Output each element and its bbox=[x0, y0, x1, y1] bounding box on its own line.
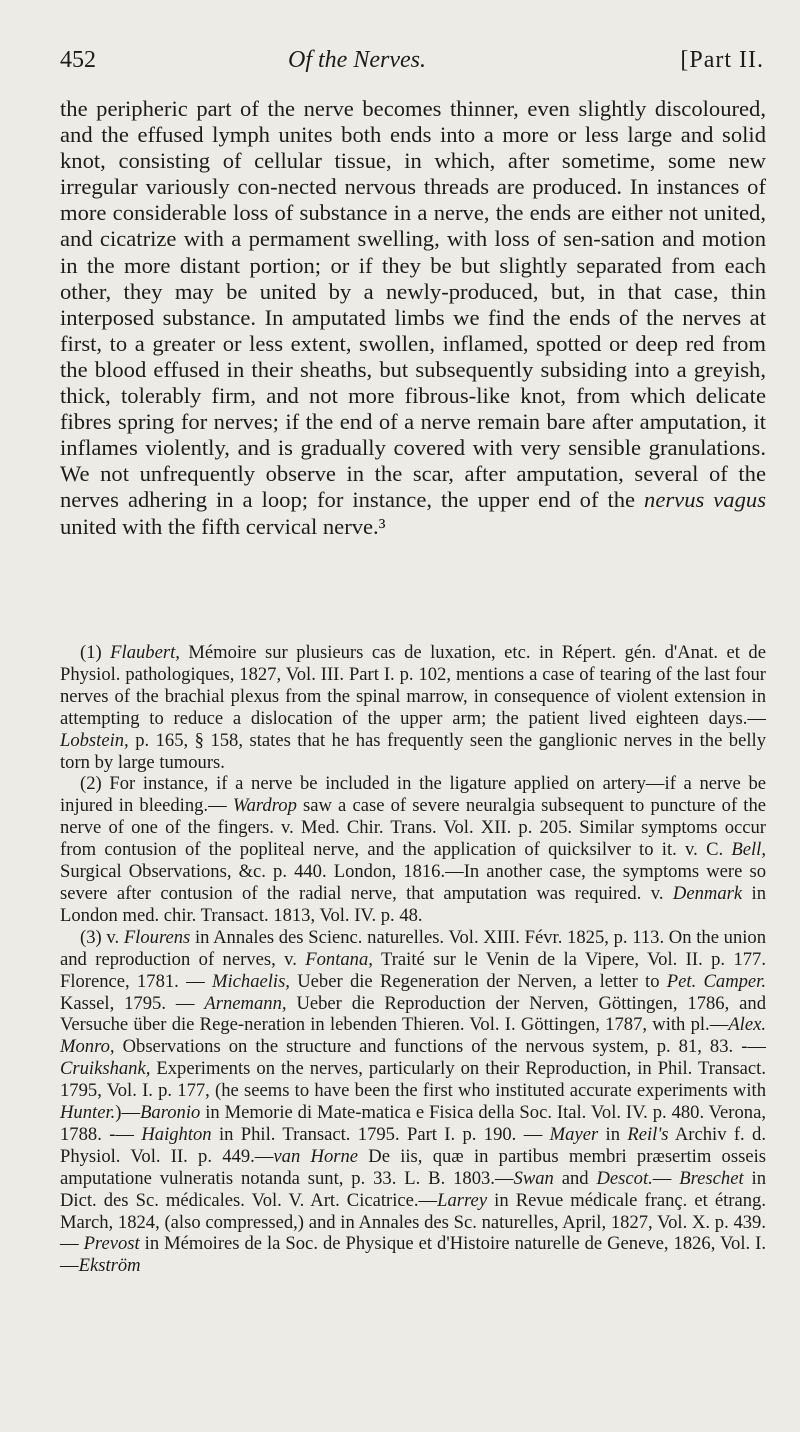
body-text bbox=[60, 96, 766, 540]
running-title: Of the Nerves. bbox=[288, 47, 426, 73]
body-paragraph: the peripheric part of the nerve becomes thinner, even slightly discoloured, and the effused lymph unites both ends into a more or less large and solid knot, consisting of cellular tissue, in which, after sometime, some new irregular variously con-nected nervous threads are produced. In instances of more considerable loss of substance in a nerve, the ends are either not united, and cicatrize with a permament swelling, with loss of sen-sation and motion in the more distant portion; or if they be but slightly separated from each other, they may be united by a newly-produced, but, in that case, thin interposed substance. In amputated limbs we find the ends of the nerves at first, to a greater or less extent, swollen, inflamed, spotted or deep red from the blood effused in their sheaths, but subsequently subsiding into a greyish, thick, tolerably firm, and not more fibrous-like knot, from which delicate fibres spring for nerves; if the end of a nerve remain bare after amputation, it inflames violently, and is gradually covered with very sensible granulations. We not unfrequently observe in the scar, after amputation, several of the nerves adhering in a loop; for instance, the upper end of the nervus vagus united with the fifth cervical nerve.³ bbox=[60, 96, 766, 539]
running-header bbox=[60, 47, 764, 83]
part-label: [Part II. bbox=[680, 47, 764, 73]
latin-term: nervus vagus bbox=[644, 487, 766, 513]
footnotes bbox=[60, 642, 766, 1277]
footnote-3: (3) v. Flourens in Annales des Scienc. naturelles. Vol. XIII. Févr. 1825, p. 113. On the union and reproduction of nerves, v. Fontana, Traité sur le Venin de la Vipere, Vol. II. p. 177. Florence, 1781. — Michaelis, Ueber die Regeneration der Nerven, a letter to Pet. Camper. Kassel, 1795. — Arnemann, Ueber die Reproduction der Nerven, Göttingen, 1786, and Versuche über die Rege-neration in lebenden Thieren. Vol. I. Göttingen, 1787, with pl.—Alex. Monro, Observations on the structure and functions of the nervous system, p. 81, 83. -—Cruikshank, Experiments on the nerves, particularly on their Reproduction, in Phil. Transact. 1795, Vol. I. p. 177, (he seems to have been the first who instituted accurate experiments with Hunter.)—Baronio in Memorie di Mate-matica e Fisica della Soc. Ital. Vol. IV. p. 480. Verona, 1788. -— Haighton in Phil. Transact. 1795. Part I. p. 190. — Mayer in Reil's Archiv f. d. Physiol. Vol. II. p. 449.—van Horne De iis, quæ in partibus membri præsertim osseis amputatione vulneratis notanda sunt, p. 33. L. B. 1803.—Swan and Descot.— Breschet in Dict. des Sc. médicales. Vol. V. Art. Cicatrice.—Larrey in Revue médicale franç. et étrang. March, 1824, (also compressed,) and in Annales des Sc. naturelles, April, 1827, Vol. X. p. 439. — Prevost in Mémoires de la Soc. de Physique et d'Histoire naturelle de Geneve, 1826, Vol. I.—Ekström bbox=[60, 926, 767, 1277]
footnote-2: (2) For instance, if a nerve be included in the ligature applied on artery—if a nerve be injured in bleeding.— Wardrop saw a case of severe neuralgia subsequent to puncture of the nerve of one of the fingers. v. Med. Chir. Trans. Vol. XII. p. 205. Similar symptoms occur from contusion of the popliteal nerve, and the application of quicksilver to it. v. C. Bell, Surgical Observations, &c. p. 440. London, 1816.—In another case, the symptoms were so severe after contusion of the radial nerve, that amputation was required. v. Denmark in London med. chir. Transact. 1813, Vol. IV. p. 48. bbox=[60, 773, 767, 926]
page-number: 452 bbox=[60, 47, 96, 73]
footnote-1: (1) Flaubert, Mémoire sur plusieurs cas de luxation, etc. in Répert. gén. d'Anat. et de Physiol. pathologiques, 1827, Vol. III. Part I. p. 102, mentions a case of tearing of the last four nerves of the brachial plexus from the spinal marrow, in consequence of violent extension in attempting to reduce a dislocation of the upper arm; the patient lived eighteen days.—Lobstein, p. 165, § 158, states that he has frequently seen the ganglionic nerves in the belly torn by large tumours. bbox=[60, 642, 766, 773]
